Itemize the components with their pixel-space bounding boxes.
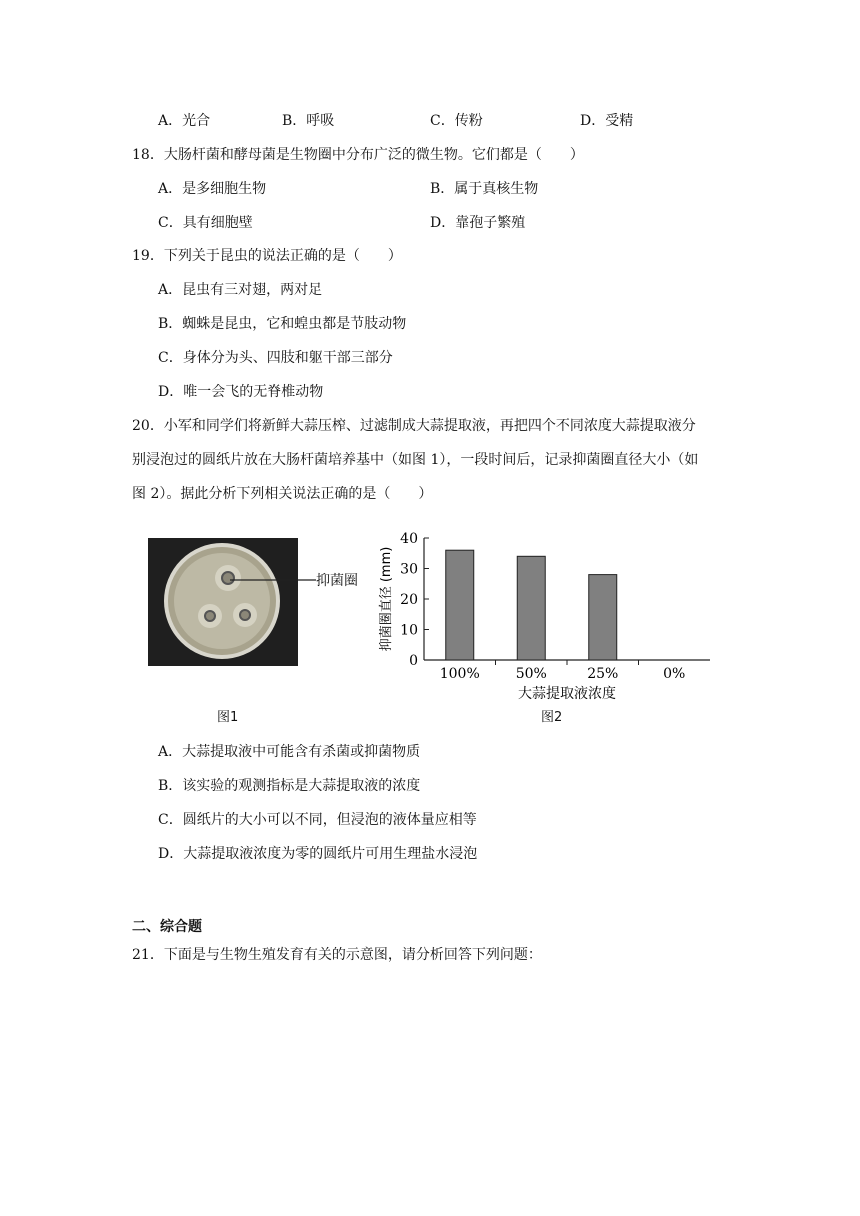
- q19-option-a: A．昆虫有三对翅，两对足: [158, 282, 323, 298]
- fig1-caption: 图1: [217, 710, 239, 725]
- q18-option-a: A．是多细胞生物: [158, 181, 267, 197]
- q20-option-d: D．大蒜提取液浓度为零的圆纸片可用生理盐水浸泡: [158, 846, 478, 862]
- q19-option-d: D．唯一会飞的无脊椎动物: [158, 384, 324, 400]
- q18-stem: 18．大肠杆菌和酵母菌是生物圈中分布广泛的微生物。它们都是（ ）: [132, 147, 584, 163]
- fig2-caption: 图2: [541, 710, 563, 725]
- q21-stem: 21．下面是与生物生殖发育有关的示意图，请分析回答下列问题：: [132, 947, 542, 963]
- q20-option-b: B．该实验的观测指标是大蒜提取液的浓度: [158, 778, 421, 794]
- section-title: 二、综合题: [132, 919, 202, 935]
- q17-option-c: C．传粉: [430, 113, 483, 129]
- y-axis-label: 抑菌圈直径 (mm): [379, 546, 394, 652]
- x-tick-label: 100%: [439, 666, 480, 682]
- bar-100%: [446, 550, 474, 660]
- q18-option-c: C．具有细胞壁: [158, 215, 253, 231]
- q17-option-d: D．受精: [580, 113, 634, 129]
- q19-option-b: B．蜘蛛是昆虫，它和蝗虫都是节肢动物: [158, 316, 407, 332]
- bar-50%: [517, 556, 545, 660]
- fig1-callout-label: 抑菌圈: [316, 573, 358, 589]
- y-tick-label: 0: [409, 653, 418, 669]
- x-axis-label: 大蒜提取液浓度: [518, 686, 616, 702]
- q19-option-c: C．身体分为头、四肢和躯干部三部分: [158, 350, 393, 366]
- y-tick-label: 40: [400, 531, 418, 547]
- q20-stem-line-1: 20．小军和同学们将新鲜大蒜压榨、过滤制成大蒜提取液，再把四个不同浓度大蒜提取液分: [132, 418, 696, 434]
- y-tick-label: 10: [400, 622, 418, 639]
- q18-option-b: B．属于真核生物: [430, 181, 539, 197]
- x-tick-label: 0%: [663, 666, 686, 682]
- petri-dish-photo: [148, 538, 298, 666]
- bar-25%: [589, 575, 617, 660]
- q17-option-a: A．光合: [158, 113, 211, 129]
- q18-option-d: D．靠孢子繁殖: [430, 215, 526, 231]
- q17-option-b: B．呼吸: [282, 113, 335, 129]
- q20-option-a: A．大蒜提取液中可能含有杀菌或抑菌物质: [158, 744, 421, 760]
- q20-stem-line-2: 别浸泡过的圆纸片放在大肠杆菌培养基中（如图 1），一段时间后，记录抑菌圈直径大小（如: [132, 452, 699, 468]
- y-tick-label: 20: [400, 592, 418, 608]
- q20-stem-line-3: 图 2）。据此分析下列相关说法正确的是（ ）: [132, 486, 433, 502]
- q20-option-c: C．圆纸片的大小可以不同，但浸泡的液体量应相等: [158, 812, 477, 828]
- y-tick-label: 30: [400, 561, 418, 578]
- bar-chart: [372, 528, 722, 713]
- x-tick-label: 25%: [587, 666, 619, 682]
- x-tick-label: 50%: [515, 666, 547, 682]
- callout-line: [228, 570, 318, 590]
- q19-stem: 19．下列关于昆虫的说法正确的是（ ）: [132, 248, 402, 264]
